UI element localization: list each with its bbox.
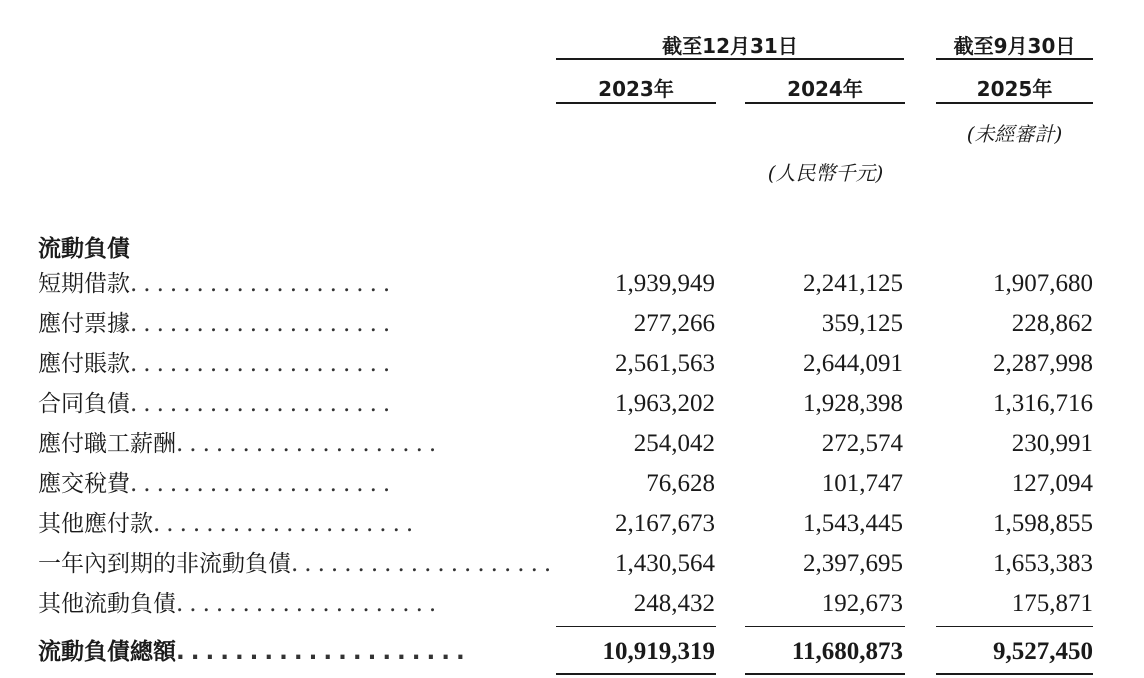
- value-2023: 76,628: [646, 470, 715, 497]
- value-2023: 254,042: [633, 430, 715, 457]
- header-rule-sep30: [936, 58, 1093, 60]
- table-row: [0, 264, 1144, 304]
- row-label: 短期借款....................: [38, 271, 397, 297]
- header-period-dec31: 截至12月31日: [662, 34, 798, 58]
- total-row: [0, 632, 1144, 672]
- table-row: [0, 304, 1144, 344]
- row-label: 應付職工薪酬....................: [38, 431, 443, 457]
- total-2025: 9,527,450: [993, 638, 1093, 665]
- value-2023: 1,430,564: [615, 550, 715, 577]
- total-rule-2023: [556, 673, 716, 675]
- table-row: [0, 344, 1144, 384]
- value-2024: 2,241,125: [803, 270, 903, 297]
- subtotal-rule-2024: [745, 626, 905, 627]
- unaudited-note: (未經審計): [966, 122, 1063, 146]
- row-label: 應交稅費....................: [38, 471, 397, 497]
- value-2025: 1,907,680: [993, 270, 1093, 297]
- total-2024: 11,680,873: [791, 638, 903, 665]
- table-row: [0, 464, 1144, 504]
- value-2025: 228,862: [1011, 310, 1093, 337]
- section-title: 流動負債: [38, 236, 130, 262]
- value-2025: 127,094: [1011, 470, 1093, 497]
- value-2025: 1,653,383: [993, 550, 1093, 577]
- value-2024: 192,673: [821, 590, 903, 617]
- header-year-2023: 2023年: [598, 77, 674, 101]
- header-year-2025: 2025年: [976, 77, 1053, 101]
- value-2023: 1,963,202: [615, 390, 715, 417]
- table-row: [0, 584, 1144, 624]
- value-2024: 101,747: [821, 470, 903, 497]
- value-2025: 230,991: [1011, 430, 1093, 457]
- value-2024: 2,397,695: [803, 550, 903, 577]
- year-rule-2023: [556, 102, 716, 104]
- row-label: 其他應付款....................: [38, 511, 420, 537]
- value-2025: 175,871: [1011, 590, 1093, 617]
- total-2023: 10,919,319: [602, 638, 715, 665]
- year-rule-2024: [745, 102, 905, 104]
- value-2023: 2,167,673: [615, 510, 715, 537]
- value-2023: 2,561,563: [615, 350, 715, 377]
- row-label: 應付票據....................: [38, 311, 397, 337]
- value-2025: 1,316,716: [993, 390, 1093, 417]
- row-label: 其他流動負債....................: [38, 591, 443, 617]
- value-2023: 1,939,949: [615, 270, 715, 297]
- value-2024: 1,543,445: [803, 510, 903, 537]
- value-2024: 2,644,091: [803, 350, 903, 377]
- table-row: [0, 384, 1144, 424]
- value-2023: 277,266: [633, 310, 715, 337]
- table-row: [0, 424, 1144, 464]
- row-label: 合同負債....................: [38, 391, 397, 417]
- value-2024: 272,574: [821, 430, 903, 457]
- table-row: [0, 504, 1144, 544]
- subtotal-rule-2023: [556, 626, 716, 627]
- total-rule-2025: [936, 673, 1093, 675]
- row-label: 一年內到期的非流動負債....................: [38, 551, 558, 577]
- year-rule-2025: [936, 102, 1093, 104]
- currency-note: (人民幣千元): [767, 161, 884, 185]
- value-2025: 1,598,855: [993, 510, 1093, 537]
- subtotal-rule-2025: [936, 626, 1093, 627]
- row-label: 應付賬款....................: [38, 351, 397, 377]
- value-2023: 248,432: [633, 590, 715, 617]
- value-2025: 2,287,998: [993, 350, 1093, 377]
- header-rule-dec31: [556, 58, 904, 60]
- value-2024: 1,928,398: [803, 390, 903, 417]
- total-label: 流動負債總額....................: [38, 639, 471, 665]
- header-year-2024: 2024年: [787, 77, 863, 101]
- total-rule-2024: [745, 673, 905, 675]
- value-2024: 359,125: [821, 310, 903, 337]
- header-period-sep30: 截至9月30日: [953, 34, 1076, 58]
- table-row: [0, 544, 1144, 584]
